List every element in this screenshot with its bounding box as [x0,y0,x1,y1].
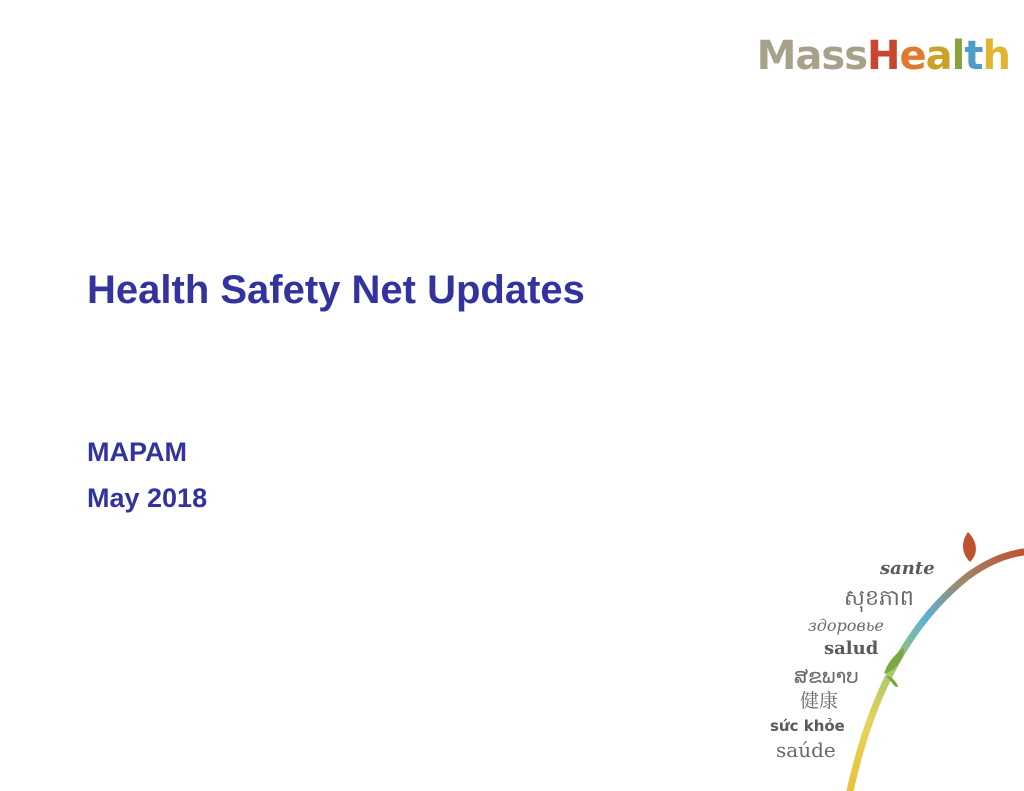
slide-subtitle-organization: MAPAM [87,437,187,467]
health-word-french: sante [880,558,935,579]
slide-subtitle-date: May 2018 [87,483,208,513]
logo-letter-e: e [899,33,926,79]
logo-letter-l: l [951,33,965,79]
health-word-lao: ສຂພາບ [794,664,859,688]
logo-letter-a: a [925,33,952,79]
logo-letter-h2: h [982,33,1010,79]
health-word-portuguese: saúde [776,738,836,762]
health-word-vietnamese: sức khỏe [770,717,845,735]
logo-mass-text: Mass [756,33,868,79]
top-leaf-icon [963,532,976,562]
logo-letter-t: t [964,33,983,79]
slide-title: Health Safety Net Updates [87,268,585,312]
health-word-russian: здоровье [808,616,884,635]
health-word-spanish: salud [824,638,879,659]
logo-letter-h: H [867,33,900,79]
health-word-khmer: សុខភាព [844,586,914,611]
health-word-chinese: 健康 [800,690,839,712]
